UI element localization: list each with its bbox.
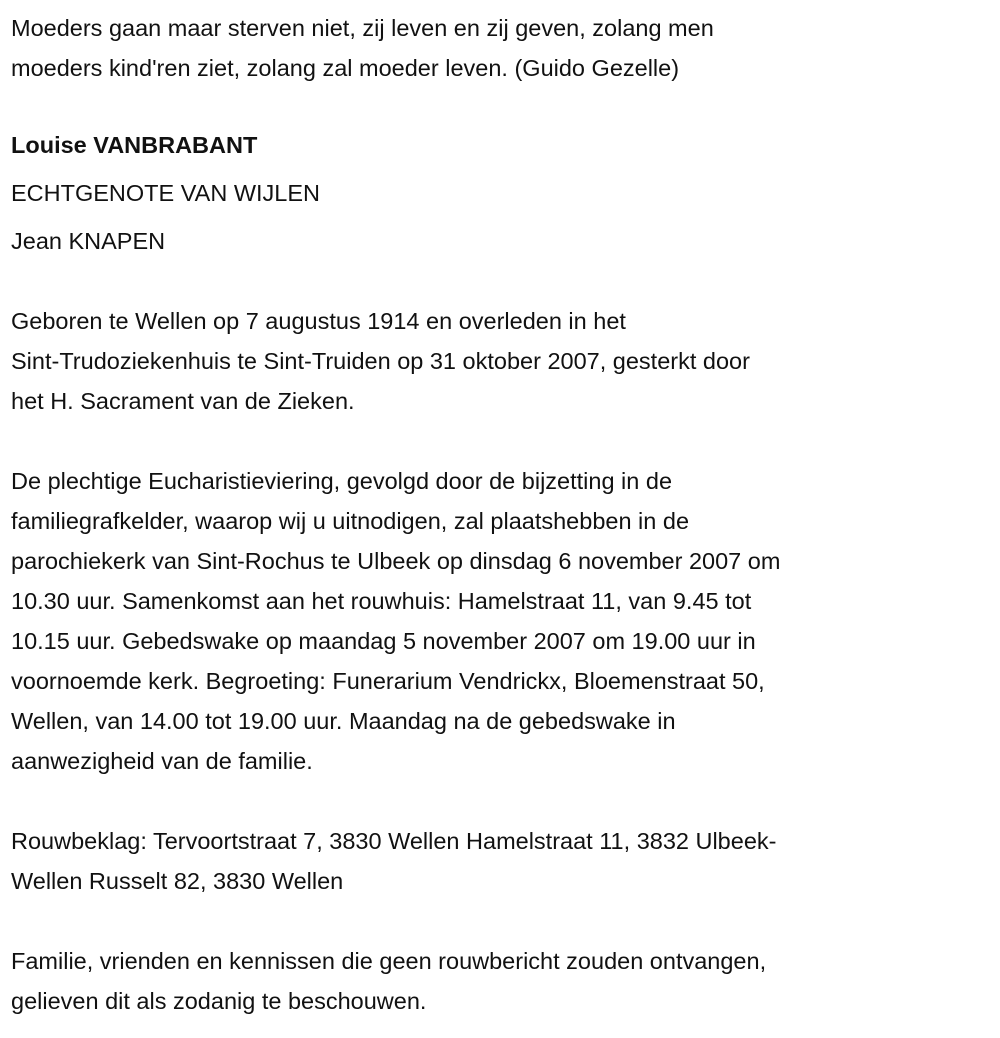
text-line: het H. Sacrament van de Zieken. — [11, 388, 355, 414]
text-line: Rouwbeklag: Tervoortstraat 7, 3830 Wellen Hamelstraat 11, 3832 Ulbeek- — [11, 828, 777, 854]
text-line: aanwezigheid van de familie. — [11, 748, 313, 774]
birth-death-paragraph — [11, 301, 1000, 421]
relation-label: ECHTGENOTE VAN WIJLEN — [11, 180, 321, 206]
text-line: Geboren te Wellen op 7 augustus 1914 en overleden in het — [11, 308, 626, 334]
deceased-block — [11, 121, 1000, 265]
text-line: moeders kind'ren ziet, zolang zal moeder leven. (Guido Gezelle) — [11, 55, 680, 81]
condolences-paragraph — [11, 821, 1000, 901]
closing-paragraph — [11, 941, 1000, 1021]
spouse-name: Jean KNAPEN — [11, 228, 166, 254]
text-line: Moeders gaan maar sterven niet, zij leven en zij geven, zolang men — [11, 15, 714, 41]
text-line: Sint-Trudoziekenhuis te Sint-Truiden op 31 oktober 2007, gesterkt door — [11, 348, 750, 374]
text-line: voornoemde kerk. Begroeting: Funerarium Vendrickx, Bloemenstraat 50, — [11, 668, 765, 694]
text-line: Wellen Russelt 82, 3830 Wellen — [11, 868, 344, 894]
text-line: 10.15 uur. Gebedswake op maandag 5 november 2007 om 19.00 uur in — [11, 628, 756, 654]
text-line: parochiekerk van Sint-Rochus te Ulbeek op dinsdag 6 november 2007 om — [11, 548, 781, 574]
deceased-name: Louise VANBRABANT — [11, 132, 258, 158]
text-line: Familie, vrienden en kennissen die geen rouwbericht zouden ontvangen, — [11, 948, 767, 974]
text-line: Wellen, van 14.00 tot 19.00 uur. Maandag na de gebedswake in — [11, 708, 676, 734]
text-line: familiegrafkelder, waarop wij u uitnodigen, zal plaatshebben in de — [11, 508, 690, 534]
ceremony-paragraph — [11, 461, 1000, 781]
text-line: 10.30 uur. Samenkomst aan het rouwhuis: Hamelstraat 11, van 9.45 tot — [11, 588, 752, 614]
text-line: gelieven dit als zodanig te beschouwen. — [11, 988, 427, 1014]
text-line: De plechtige Eucharistieviering, gevolgd door de bijzetting in de — [11, 468, 673, 494]
quote-paragraph — [11, 8, 1000, 88]
